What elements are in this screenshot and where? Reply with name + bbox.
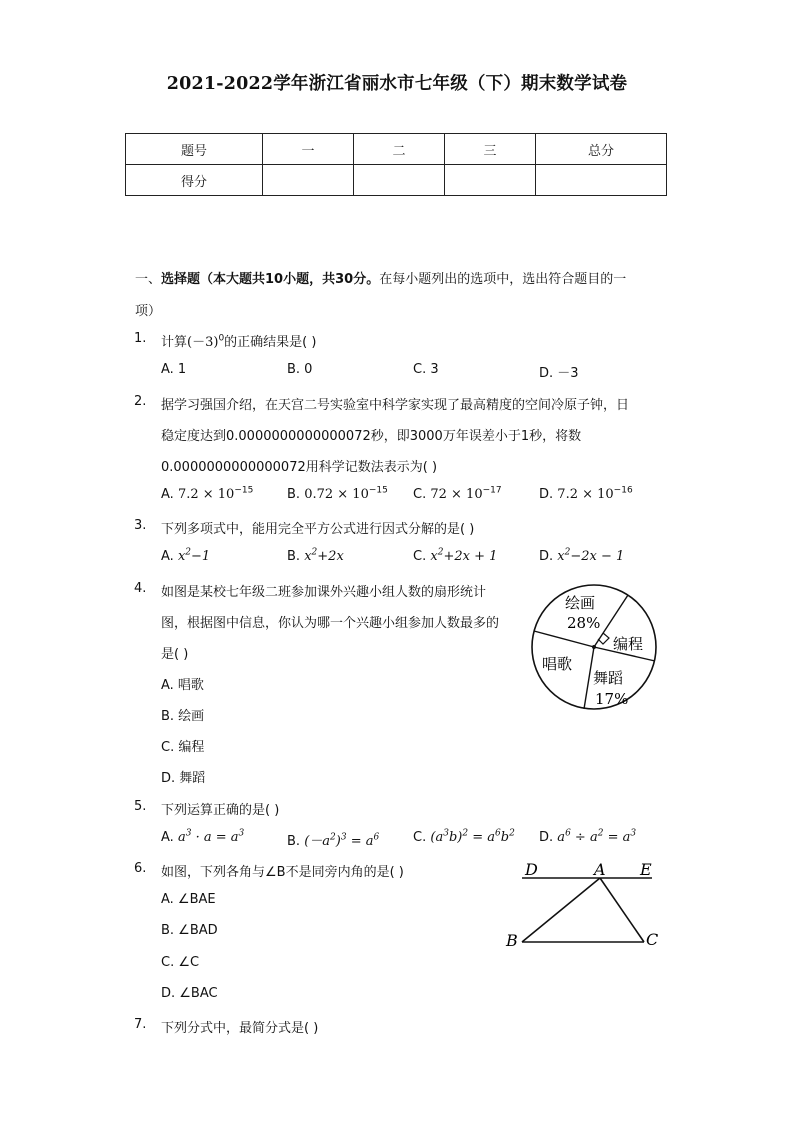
question-text-line: 如图是某校七年级二班参加课外兴趣小组人数的扇形统计 bbox=[161, 585, 487, 600]
q1-post: 的正确结果是( ) bbox=[224, 335, 317, 350]
score-table-header-row bbox=[126, 134, 667, 165]
question-number: 2. bbox=[134, 394, 147, 409]
header-cell: 题号 bbox=[126, 134, 263, 165]
question-number: 4. bbox=[134, 581, 147, 596]
pie-label-coding: 编程 bbox=[613, 635, 644, 653]
option-a[interactable] bbox=[161, 487, 253, 502]
option-b[interactable] bbox=[287, 487, 388, 502]
header-cell: 三 bbox=[445, 134, 536, 165]
exam-title: 2021-2022学年浙江省丽水市七年级（下）期末数学试卷 bbox=[166, 74, 628, 94]
question-text-line: 是( ) bbox=[161, 647, 189, 662]
option-exponent: −16 bbox=[613, 485, 633, 496]
option-expression: $(-a^2)^3 = a^6$ bbox=[304, 832, 380, 849]
option-b[interactable]: B. 0 bbox=[287, 362, 313, 377]
pie-label-dancing: 舞蹈 bbox=[593, 669, 624, 687]
pie-center bbox=[592, 645, 596, 649]
option-expression: $x^2+2x$ bbox=[304, 547, 344, 564]
point-label-E: E bbox=[640, 860, 652, 879]
option-label: A. bbox=[161, 549, 174, 564]
option-mantissa: 72 × 10 bbox=[430, 487, 483, 502]
option-expression: $a^3 \cdot a = a^3$ bbox=[177, 828, 245, 845]
option-exponent: −15 bbox=[234, 485, 254, 496]
pie-divider bbox=[534, 631, 594, 647]
option-b[interactable] bbox=[287, 549, 344, 564]
q1-base: (－3) bbox=[187, 335, 219, 350]
segment-AC bbox=[600, 878, 644, 942]
option-c[interactable]: C. ∠C bbox=[161, 955, 200, 970]
option-c[interactable] bbox=[413, 830, 515, 845]
option-label: B. bbox=[287, 487, 301, 502]
option-exponent: −15 bbox=[368, 485, 388, 496]
question-text-line: 稳定度达到0.0000000000000072秒，即3000万年误差小于1秒，将数 bbox=[161, 429, 582, 444]
q1-pre: 计算 bbox=[161, 335, 188, 350]
pie-label-painting: 绘画 bbox=[565, 594, 596, 612]
point-label-C: C bbox=[646, 930, 659, 949]
point-label-D: D bbox=[525, 860, 538, 879]
option-mantissa: 7.2 × 10 bbox=[557, 487, 614, 502]
option-a[interactable]: A. 1 bbox=[161, 362, 187, 377]
question-number: 1. bbox=[134, 331, 147, 346]
score-cell[interactable] bbox=[354, 165, 445, 196]
option-a[interactable]: A. ∠BAE bbox=[161, 892, 216, 907]
score-table bbox=[125, 133, 667, 196]
question-number: 5. bbox=[134, 799, 147, 814]
question-number: 6. bbox=[134, 861, 147, 876]
option-c[interactable] bbox=[413, 487, 502, 502]
option-label: A. bbox=[161, 830, 174, 845]
score-cell[interactable] bbox=[536, 165, 667, 196]
option-d[interactable]: D. －3 bbox=[539, 366, 579, 381]
option-label: C. bbox=[413, 549, 427, 564]
option-c[interactable]: C. 编程 bbox=[161, 740, 205, 755]
question-text: 如图，下列各角与∠B不是同旁内角的是( ) bbox=[161, 865, 404, 880]
option-d[interactable] bbox=[539, 830, 636, 845]
score-cell[interactable] bbox=[445, 165, 536, 196]
option-mantissa: 0.72 × 10 bbox=[304, 487, 369, 502]
option-a[interactable] bbox=[161, 549, 210, 564]
option-exponent: −17 bbox=[482, 485, 502, 496]
segment-AB bbox=[522, 878, 600, 942]
option-a[interactable]: A. 唱歌 bbox=[161, 678, 204, 693]
question-text bbox=[161, 331, 316, 350]
option-c[interactable] bbox=[413, 549, 497, 564]
option-c[interactable]: C. 3 bbox=[413, 362, 439, 377]
question-text-line: 图，根据图中信息，你认为哪一个兴趣小组参加人数最多的 bbox=[161, 616, 500, 631]
option-label: B. bbox=[287, 834, 301, 849]
section-bold: 选择题（本大题共10小题，共30分。 bbox=[161, 272, 380, 287]
pie-label-dancing-pct: 17% bbox=[595, 690, 629, 708]
pie-chart-figure bbox=[525, 583, 665, 713]
question-text: 下列分式中，最简分式是( ) bbox=[161, 1021, 319, 1036]
triangle-figure bbox=[500, 855, 670, 955]
option-b[interactable]: B. 绘画 bbox=[161, 709, 205, 724]
question-text: 下列多项式中，能用完全平方公式进行因式分解的是( ) bbox=[161, 522, 475, 537]
header-cell: 一 bbox=[263, 134, 354, 165]
score-cell[interactable] bbox=[263, 165, 354, 196]
question-number: 3. bbox=[134, 518, 147, 533]
option-d[interactable] bbox=[539, 487, 633, 502]
option-expression: $x^2-1$ bbox=[177, 547, 211, 564]
header-cell: 二 bbox=[354, 134, 445, 165]
option-d[interactable] bbox=[539, 549, 624, 564]
question-text: 下列运算正确的是( ) bbox=[161, 803, 280, 818]
section-line2: 项） bbox=[135, 304, 162, 319]
option-expression: $a^6 \div a^2 = a^3$ bbox=[557, 828, 637, 845]
section-rest: 在每小题列出的选项中，选出符合题目的一 bbox=[379, 272, 627, 287]
row-label: 得分 bbox=[126, 165, 263, 196]
header-cell: 总分 bbox=[536, 134, 667, 165]
option-expression: $x^2+2x + 1$ bbox=[430, 547, 498, 564]
option-label: C. bbox=[413, 487, 427, 502]
option-label: B. bbox=[287, 549, 301, 564]
option-b[interactable] bbox=[287, 830, 379, 849]
question-number: 7. bbox=[134, 1017, 147, 1032]
option-label: D. bbox=[539, 830, 554, 845]
option-label: C. bbox=[413, 830, 427, 845]
option-expression: $(a^3b)^2 = a^6b^2$ bbox=[430, 828, 515, 845]
option-b[interactable]: B. ∠BAD bbox=[161, 923, 218, 938]
option-label: D. bbox=[539, 549, 554, 564]
option-d[interactable]: D. 舞蹈 bbox=[161, 771, 206, 786]
q1-exp: 0 bbox=[218, 333, 225, 344]
score-table-score-row bbox=[126, 165, 667, 196]
section-heading bbox=[135, 264, 670, 328]
point-label-B: B bbox=[506, 931, 518, 950]
option-expression: $x^2-2x - 1$ bbox=[557, 547, 625, 564]
point-label-A: A bbox=[594, 860, 606, 879]
question-text-line: 0.0000000000000072用科学记数法表示为( ) bbox=[161, 460, 438, 475]
option-d[interactable]: D. ∠BAC bbox=[161, 986, 218, 1001]
question-text-line: 据学习强国介绍，在天宫二号实验室中科学家实现了最高精度的空间冷原子钟，日 bbox=[161, 398, 630, 413]
section-prefix: 一、 bbox=[135, 272, 162, 287]
option-label: A. bbox=[161, 487, 174, 502]
pie-label-painting-pct: 28% bbox=[567, 614, 601, 632]
option-mantissa: 7.2 × 10 bbox=[177, 487, 235, 502]
pie-label-singing: 唱歌 bbox=[542, 655, 573, 673]
option-label: D. bbox=[539, 487, 554, 502]
option-a[interactable] bbox=[161, 830, 244, 845]
